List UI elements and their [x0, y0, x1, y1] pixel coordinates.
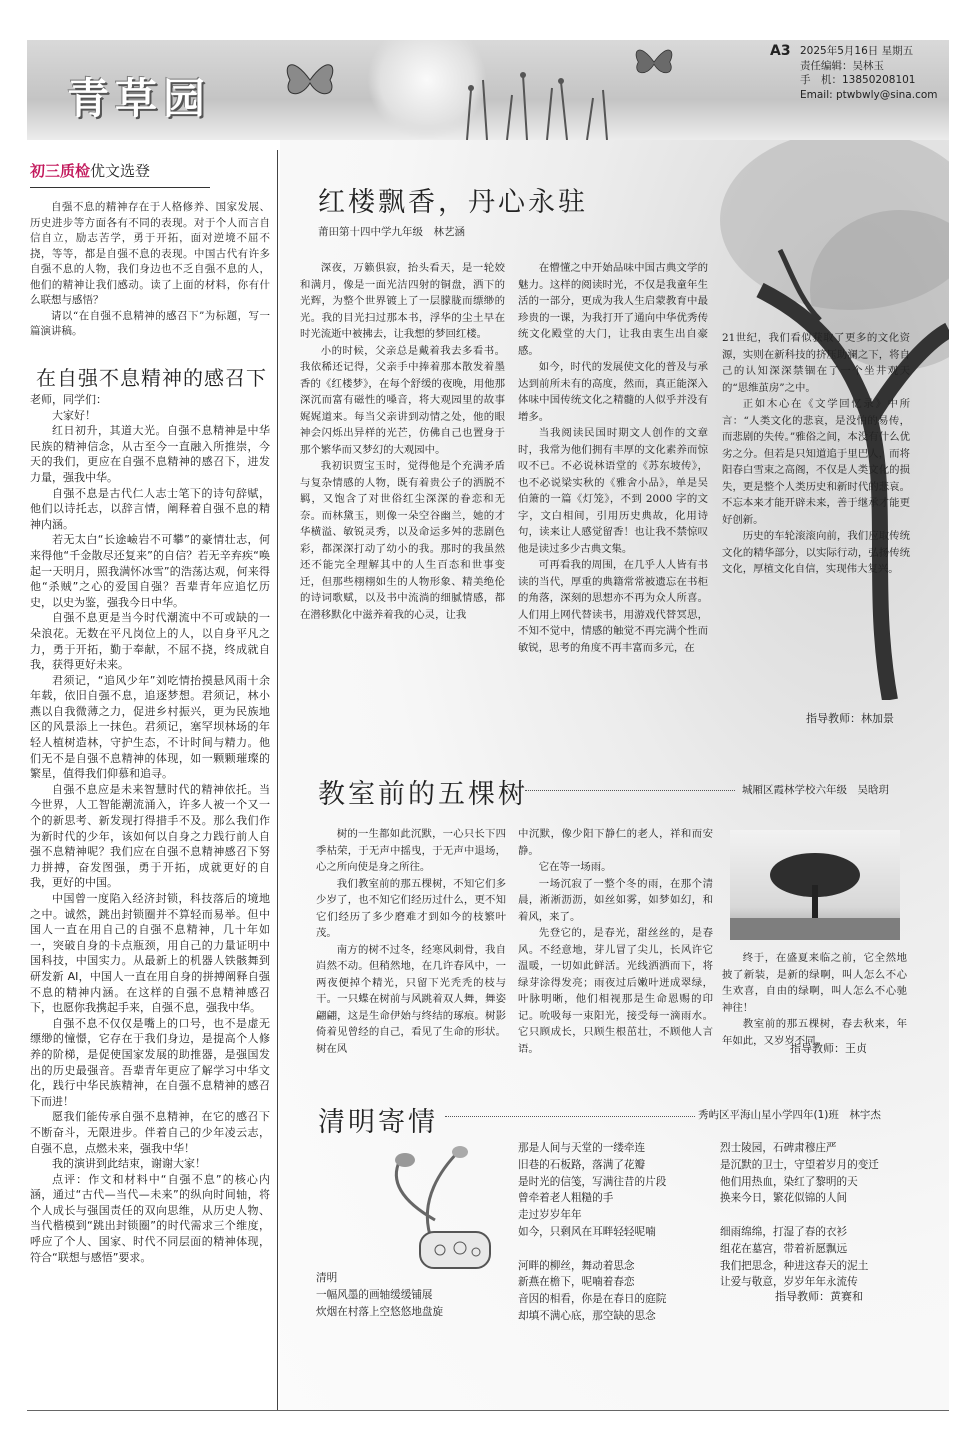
paragraph: 可再看我的周围，在几乎人人皆有书读的当代，厚重的典籍常常被遗忘在书柜的角落，深刻的思想亦不再为众人所喜。人们用上网代替读书，用游戏代替冥思，不知不觉中，情感的触觉不再完满个性而敏锐，思考的角度不再丰富而多元，在 — [518, 559, 708, 654]
poem-caption: 清明 一幅风墨的画轴缓缓铺展 炊烟在村落上空悠悠地盘旋 — [316, 1272, 444, 1318]
paragraph: 我的演讲到此结束，谢谢大家！ — [52, 1157, 206, 1171]
edition-info — [770, 43, 950, 102]
paragraph: 树的一生都如此沉默，一心只长下四季枯荣，于无声中摇曳，于无声中退场，心之所向使是身之所往。 — [316, 828, 506, 873]
prompt-paragraph: 自强不息的精神存在于人格修养、国家发展、历史进步等方面各有不同的表现。对于个人而言自信自立，励志苦学，勇于开拓，面对逆境不屈不挠，等等，都是自强不息的表现。中国古代有许多自强不息的人物，我们身边也不乏自强不息的人，他们的精神让我们感动。读了上面的材料，你有什么联想与感悟？ — [30, 201, 270, 306]
title-rule — [525, 790, 735, 791]
paragraph: 深夜，万籁俱寂，抬头看天，是一轮姣和满月，像是一面光洁四射的铜盘，洒下的光辉，为整个世界镀上了一层朦胧而缥缈的光。我的目光扫过那本书，浮华的尘土早在时光流逝中被拂去，让我想的梦回红楼。 — [300, 262, 505, 340]
column-divider — [277, 150, 278, 1410]
page-number: A3 — [770, 43, 791, 59]
paragraph: 我们教室前的那五棵树，不知它们多少岁了，也不知它们经历过什么，更不知它们经历了多少磨难才到如今的枝繁叶茂。 — [316, 877, 506, 939]
article-column — [316, 826, 506, 1057]
exam-tag: 初三质检 — [30, 162, 91, 180]
essay-prompt — [30, 200, 270, 340]
page-bottom-rule — [27, 1410, 949, 1411]
article-byline: 城厢区霞林学校六年级 吴晗玥 — [742, 784, 889, 796]
paragraph: 君须记，“追风少年”刘吃情抬摸悬风雨十余年载，依旧自强不息，追逐梦想。君须记，林小燕以自我微薄之力，促进乡村振兴，更为民族地区的风景添上一抹色。君须记，塞罕坝林场的年轻人植树造林，守护生态，不计时间与精力。他们无不是自强不息精神的体现，如一颗颗璀璨的繁星，值得我们仰慕和追寻。 — [30, 673, 270, 781]
paragraph: 自强不息应是未来智慧时代的精神依托。当今世界，人工智能潮流涌入，许多人被一个又一个的新思考、新发现打得措手不及。那么我们作为新时代的少年，该如何以自身之力践行前人自强不息精神呢？我们应在自强不息精神感召下努力拼搏，奋发图强，勇于开拓，成就更好的自我，更好的中国。 — [30, 782, 270, 890]
paragraph: 教室前的那五棵树，春去秋来，年年如此，又岁岁不同。 — [722, 1018, 907, 1047]
paragraph: 正如木心在《文学回忆录》中所言：“人类文化的悲哀，是没怕的易传，而悲剧的失传。”雅俗之间，本没有什么优劣之分。但若是只知道追于里巴人，而将阳春白雪束之高阁，不仅是人类文化的损失，更是整个人类历史和新时代的悲哀。不忘本来才能开辟未来，善于继承才能更好创新。 — [722, 398, 910, 526]
lone-tree-photo — [730, 830, 900, 940]
article-byline: 秀屿区平海山星小学四年(1)班 林宇杰 — [698, 1109, 881, 1121]
paragraph: 老师，同学们： — [30, 393, 107, 406]
article-byline: 莆田第十四中学九年级 林艺涵 — [318, 226, 465, 238]
paragraph: 如今，时代的发展使文化的普及与承达到前所未有的高度，然而，真正能深入体味中国传统文化之精髓的人似乎并没有增多。 — [518, 361, 708, 423]
paragraph: 自强不息不仅仅是嘴上的口号，也不是虚无缥缈的憧憬，它存在于我们身边，是提高个人修养的阶梯，是促使国家发展的助推器，是强国发出的历史最强音。吾辈青年更应了解学习中华文化，践行中华民族精神，在自强不息精神的感召下而进！ — [30, 1016, 270, 1108]
section-title: 青草园 — [67, 74, 212, 123]
paragraph: 点评：作文和材料中“自强不息”的核心内涵，通过“古代—当代—未来”的纵向时间轴，将个人成长与强国责任的双向思维，从历史人物、当代楷模到“跳出封锁圈”的时代需求三个维度，呼应了个人、国家、时代不同层面的精神体现，符合“联想与感悟”要求。 — [30, 1172, 270, 1264]
article-column — [518, 260, 708, 656]
phone-line: 手 机：13850208101 — [800, 74, 916, 86]
paragraph: 若无太白“长途嶮岩不可攀”的豪情壮志，何来得他“千金散尽还复来”的自信？若无辛弃疾“唤起一天明月，照我满怀冰雪”的浩荡达观，何来得他“杀贼”之心的爱国自强？吾辈青年应追忆历史，以史为鉴，强我今日中华。 — [30, 533, 270, 609]
teacher-credit: 指导教师：林加景 — [806, 712, 894, 725]
paragraph: 21世纪，我们看似获取了更多的文化资源，实则在新科技的挤压助澜之下，将自己的认知深深禁锢在了一个坐井观天的“思维茧房”之中。 — [722, 332, 910, 394]
paragraph: 先登它的，是春光，甜丝丝的，是春风。不经意地，芽儿冒了尖儿，长风许它温暖，一切如此鲜活。光线洒洒而下，将绿芽涂得发亮；雨夜过后嫩叶迸成翠绿，叶脉明晰，他们相视那是生命恩赐的印记。吮吸每一束阳光，接受每一滴雨水。它只顾成长，只顾生根茁壮，不顾他人言语。 — [518, 927, 713, 1055]
paragraph: 我初识贾宝玉时，觉得他是个充满矛盾与复杂情感的人物，既有着贵公子的洒脱不羁，又饱含了对世俗红尘深深的眷恋和无奈。而林黛玉，则像一朵空谷幽兰，她的才华横溢、敏锐灵秀，以及命运多舛的悲剧色彩，都深深打动了幼小的我。那时的我虽然还不能完全理解其中的人生百态和世事变迁，但那些栩栩如生的人物形象、精美绝伦的诗词歌赋，以及书中流淌的细腻情感，都在潜移默化中滋养着我的心灵，让我 — [300, 460, 505, 621]
email-line: Email: ptwbwly@sina.com — [800, 88, 938, 101]
teacher-credit: 指导教师：王贞 — [790, 1042, 867, 1055]
article-column — [518, 826, 713, 1057]
article-title: 红楼飘香，丹心永驻 — [318, 187, 588, 218]
paragraph: 红日初升，其道大光。自强不息精神是中华民族的精神信念，从古至今一直融入所推崇，今天的我们，更应在自强不息精神的感召下，进发力量，强我中华。 — [30, 424, 270, 484]
paragraph: 自强不息是古代仁人志士笔下的诗句辞赋，他们以诗托志，以辞言情，阐释着自强不息的精神内涵。 — [30, 486, 270, 531]
butterfly-icon — [632, 42, 676, 82]
issue-date: 2025年5月16日 星期五 — [800, 45, 914, 57]
paragraph: 小的时候，父亲总是戴着我去多看书。我依稀还记得，父亲手中捧着那本散发着墨香的《红楼梦》，在每个舒缓的夜晚，用他那深沉而富有磁性的嗓音，将大观园里的故事娓娓道来。每当父亲讲到动情之处，他的眼神会闪烁出异样的光芒，仿佛自己也置身于那个繁华而又梦幻的大观园中。 — [300, 344, 505, 456]
paragraph: 历史的车轮滚滚向前，我们应取传统文化的精华部分，以实际行动，弘扬传统文化，厚植文化自信，实现伟大复兴。 — [722, 530, 910, 575]
paragraph: 南方的树不过冬，经寒风刺骨，我自岿然不动。但稍然地，在几许春风中，一两夜便掉个精光，只留下光秃秃的枝与干。一只蝶在树前与风跳着双人舞，舞姿翩翩，这是生命伊始与终结的琢痕。树影倚着见曾经的自己，看见了生命的形状。树在风 — [316, 943, 506, 1055]
paragraph: 大家好！ — [52, 408, 96, 422]
grass-illustration — [457, 70, 617, 140]
speech-body — [30, 392, 270, 1265]
paragraph: 它在等一场雨。 — [538, 861, 612, 873]
exam-tag-suffix: 优文选登 — [90, 162, 151, 180]
header-rule — [30, 187, 210, 188]
poem-stanza: 烈士陵园，石碑肃穆庄严 是沉默的卫士，守望着岁月的变迁 他们用热血，染红了黎明的天 换来今日，繁花似锦的人间 细雨绵绵，打湿了春的衣衫 组花在墓宫，带着祈愿飘远 我们把思念，种进这春天的泥土 让爱与敬意，岁岁年年永流传 — [720, 1142, 879, 1289]
article-column — [722, 330, 910, 578]
article-column — [300, 260, 505, 623]
paragraph: 终于，在盛夏来临之前，它全然地披了新装，是新的绿啊，叫人怎么不心生欢喜，自由的绿啊，叫人怎么不心驰神往！ — [722, 952, 907, 1014]
article-title: 清明寄情 — [318, 1107, 438, 1138]
article-column — [722, 950, 907, 1049]
editor-line: 责任编辑：吴林玉 — [800, 59, 884, 72]
paragraph: 中沉默，像少阳下静仁的老人，祥和而安静。 — [518, 828, 713, 857]
title-rule — [445, 1116, 695, 1117]
column-header — [30, 160, 270, 188]
paragraph: 愿我们能传承自强不息精神，在它的感召下不断奋斗，无限进步。伴着自己的少年凌云志，自强不息，点燃未来，强我中华！ — [30, 1110, 270, 1155]
paragraph: 在懵懂之中开始品味中国古典文学的魅力。这样的阅读时光，不仅是我童年生活的一部分，更成为我人生启蒙教育中最珍贵的一课，为我打开了通向中华优秀传统文化殿堂的大门，让我由衷生出自豪感。 — [518, 262, 708, 357]
paragraph: 自强不息更是当今时代潮流中不可或缺的一朵浪花。无数在平凡岗位上的人，以自身平凡之力，勇于开拓，勤于奉献，不屈不挠，终成就自我，获得更好未来。 — [30, 611, 270, 672]
paragraph: 中国曾一度陷入经济封锁，科技落后的境地之中。诚然，跳出封锁圈并不算轻而易举。但中国人一直在用自己的自强不息精神，几十年如一，突破自身的卡点瓶颈，用自己的力量证明中国科技，中国实力。从最新上的机器人铁骸舞到研发新 AI，中国人一直在用自身的拼搏阐释自强不息的精神内涵。在这样的自强不息精神感召下，也愿你我携起手来，自强不息，强我中华。 — [30, 892, 270, 1015]
flower-vase-illustration — [300, 1140, 500, 1270]
article-title: 教室前的五棵树 — [318, 779, 528, 810]
butterfly-icon — [282, 55, 338, 105]
poem-stanza: 那是人间与天堂的一缕牵连 旧巷的石板路，落满了花瓣 是时光的信笺，写满往昔的片段 曾牵着老人粗糙的手 走过岁岁年年 如今，只剩风在耳畔轻轻呢喃 河畔的柳丝，舞动着思念 新燕在檐下，呢喃着春恋 音因的相看，你是在春日的庭院 却填不满心底，那空缺的思念 — [518, 1142, 667, 1322]
speech-title: 在自强不息精神的感召下 — [36, 366, 267, 390]
paragraph: 当我阅读民国时期文人创作的文章时，我常为他们拥有丰厚的文化素养而惊叹不已。不必说林语堂的《苏东坡传》，也不必说梁实秋的《雅舍小品》，单是吴伯箫的一篇《灯笼》，不到 2000 字的文字，文白相间，引用历史典故，化用诗句，读来让人感觉留香！也让我不禁惊叹他是读过多少古典文集。 — [518, 427, 708, 555]
paragraph: 一场沉寂了一整个冬的雨，在那个清晨，淅淅沥沥，如丝如雾，如梦如幻，和着风，来了。 — [518, 877, 713, 923]
teacher-credit: 指导教师：黄赛和 — [775, 1290, 863, 1303]
prompt-paragraph: 请以“在自强不息精神的感召下”为标题，写一篇演讲稿。 — [30, 309, 270, 337]
